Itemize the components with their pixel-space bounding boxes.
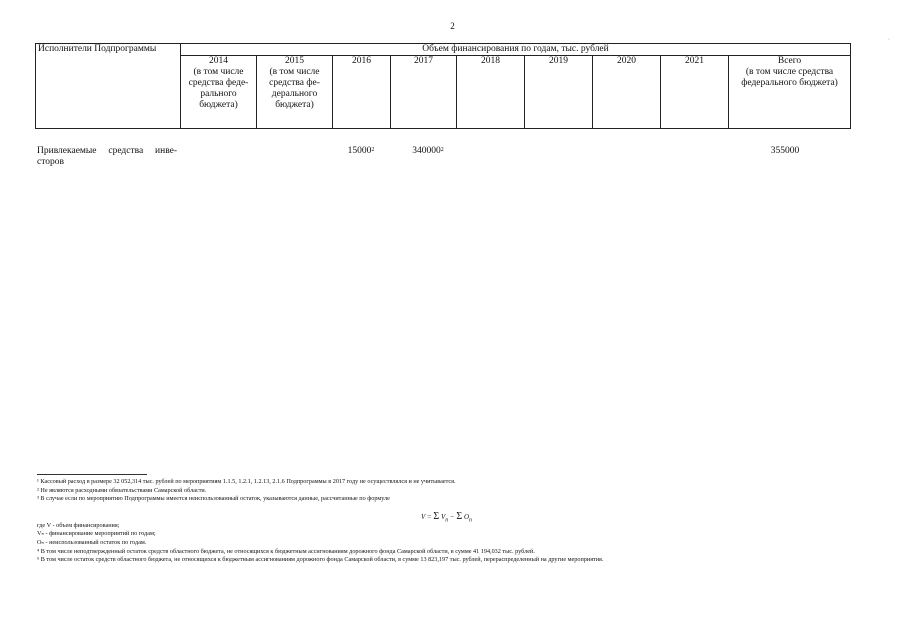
col-2016 — [333, 56, 391, 129]
value-2016: 15000$^2$ — [347, 146, 375, 156]
col-year: 2015 — [285, 56, 304, 66]
col-year: Всего — [777, 56, 802, 66]
col-year: 2019 — [549, 56, 568, 66]
margin-mark: · — [888, 37, 890, 43]
financing-header: Объем финансирования по годам, тыс. рублей — [181, 44, 851, 56]
value-2017: 340000$^2$ — [412, 146, 444, 156]
executors-header: Исполнители Подпрограммы — [36, 44, 181, 129]
col-year: 2020 — [617, 56, 636, 66]
row-name: Привлекаемые средства инве-сторов — [37, 146, 177, 167]
footnote-1: ¹ Кассовый расход в размере 32 052,314 тыс. рублей по мероприятиям 1.1.5, 1.2.1, 1.2.13, 2.1.6 Подпрограммы в 2017 году не осуществлялся и не учитывается. — [37, 478, 456, 485]
col-2015 — [257, 56, 333, 129]
col-2020 — [593, 56, 661, 129]
col-2017 — [391, 56, 457, 129]
col-year: 2014 — [209, 56, 228, 66]
col-2018 — [457, 56, 525, 129]
col-year: 2016 — [352, 56, 371, 66]
footnote-4: ⁴ В том числе неподтвержденный остаток средств областного бюджета, не относящихся к бюджетным ассигнованиям дорожного фонда Самарской области, в сумме 41 194,032 тыс. рублей. — [37, 547, 535, 555]
footnote-5: ⁵ В том числе остаток средств областного бюджета, не относящихся к бюджетным ассигнованиям дорожного фонда Самарской области, в сумме 13 823,197 тыс. рублей, перераспределенный на другие мероприятия. — [37, 556, 604, 564]
col-year: 2018 — [481, 56, 500, 66]
col-note: (в том числе средства феде-рального бюджета) — [188, 67, 249, 110]
page-number: 2 — [450, 21, 455, 31]
footnote-where: где V - объем финансирования; — [37, 521, 120, 529]
footnote-vn: Vₙ - финансирование мероприятий по годам; — [37, 530, 156, 538]
col-note: (в том числе средства федерального бюджета) — [741, 67, 838, 88]
col-2014 — [181, 56, 257, 129]
col-total — [729, 56, 851, 129]
footnote-on: Oₙ - неиспользованный остаток по годам. — [37, 538, 147, 546]
col-note: (в том числе средства фе-дерального бюджета) — [269, 67, 320, 110]
footnote-divider — [37, 474, 147, 475]
table-row — [0, 146, 905, 176]
financing-table — [35, 43, 851, 129]
footnote-2: ² Не являются расходными обязательствами Самарской области. — [37, 486, 207, 494]
col-2019 — [525, 56, 593, 129]
col-2021 — [661, 56, 729, 129]
footnote-3: ³ В случае если по мероприятию Подпрограммы имеется неиспользованный остаток, указываются данные, рассчитанные по формуле — [37, 495, 390, 503]
formula: V = Σ $V_n - \Sigma$ $O_n$ — [421, 511, 472, 524]
col-year: 2017 — [414, 56, 433, 66]
col-year: 2021 — [685, 56, 704, 66]
value-total: 355000 — [770, 146, 800, 156]
